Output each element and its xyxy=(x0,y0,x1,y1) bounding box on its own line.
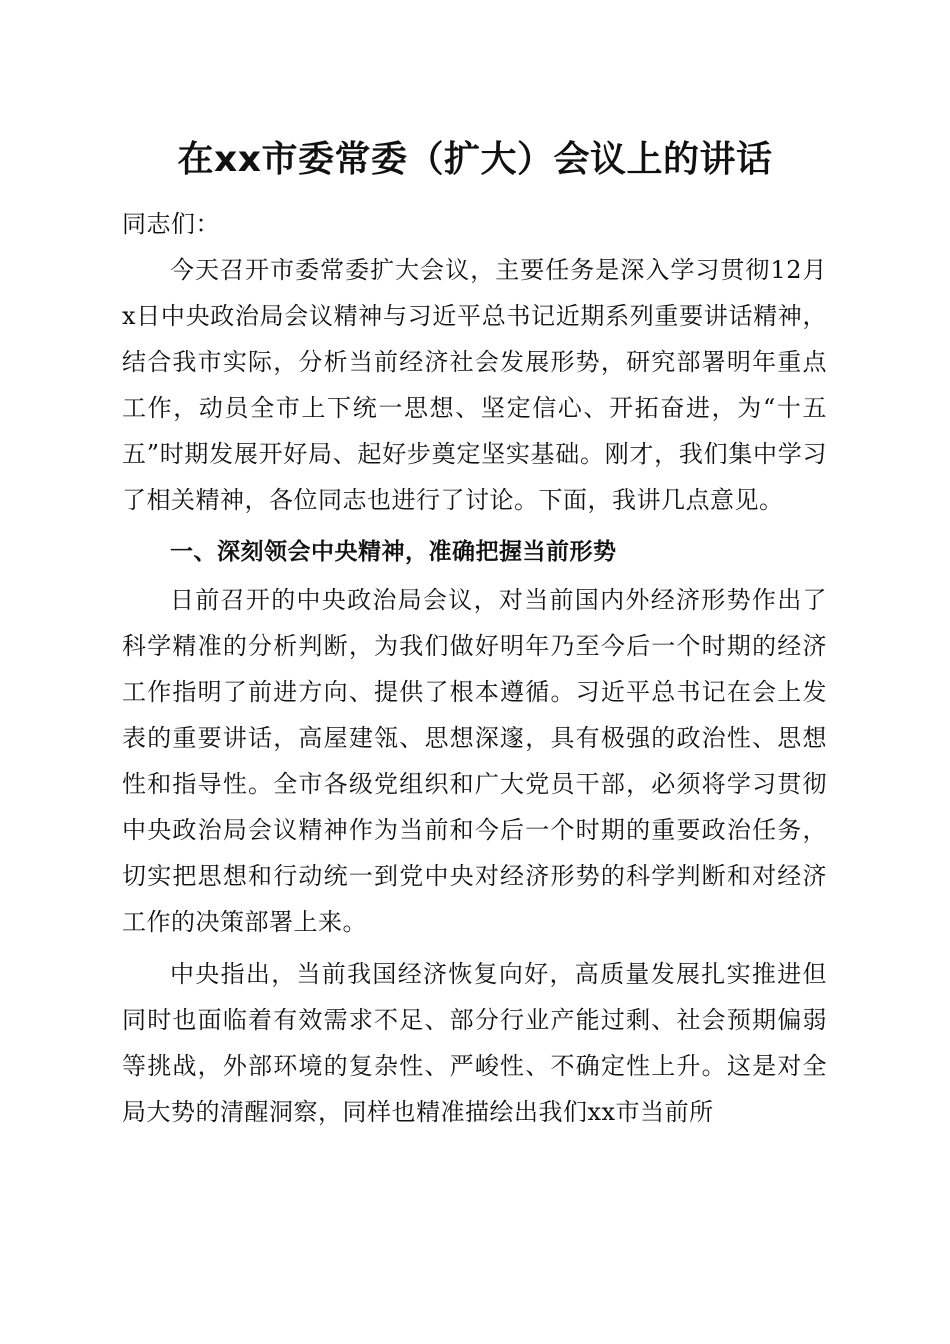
section-heading-1: 一、深刻领会中央精神，准确把握当前形势 xyxy=(170,539,617,565)
document-title: 在xx市委常委（扩大）会议上的讲话 xyxy=(177,139,773,180)
salutation: 同志们： xyxy=(122,210,220,238)
section1-paragraph-1: 日前召开的中央政治局会议，对当前国内外经济形势作出了科学精准的分析判断，为我们做好明年乃至今后一个时期的经济工作指明了前进方向、提供了根本遵循。习近平总书记在会上发表的重要讲话，高屋建瓴、思想深邃，具有极强的政治性、思想性和指导性。全市各级党组织和广大党员干部，必须将学习贯彻中央政治局会议精神作为当前和今后一个时期的重要政治任务，切实把思想和行动统一到党中央对经济形势的科学判断和对经济工作的决策部署上来。 xyxy=(122,586,827,936)
section1-paragraph-2: 中央指出，当前我国经济恢复向好，高质量发展扎实推进但同时也面临着有效需求不足、部分行业产能过剩、社会预期偏弱等挑战，外部环境的复杂性、严峻性、不确定性上升。这是对全局大势的清醒洞察，同样也精准描绘出我们xx市当前所 xyxy=(122,960,827,1126)
document-body xyxy=(122,201,827,1135)
intro-paragraph: 今天召开市委常委扩大会议，主要任务是深入学习贯彻12月x日中央政治局会议精神与习近平总书记近期系列重要讲话精神，结合我市实际，分析当前经济社会发展形势，研究部署明年重点工作，动员全市上下统一思想、坚定信心、开拓奋进，为“十五五”时期发展开好局、起好步奠定坚实基础。刚才，我们集中学习了相关精神，各位同志也进行了讨论。下面，我讲几点意见。 xyxy=(122,256,827,514)
